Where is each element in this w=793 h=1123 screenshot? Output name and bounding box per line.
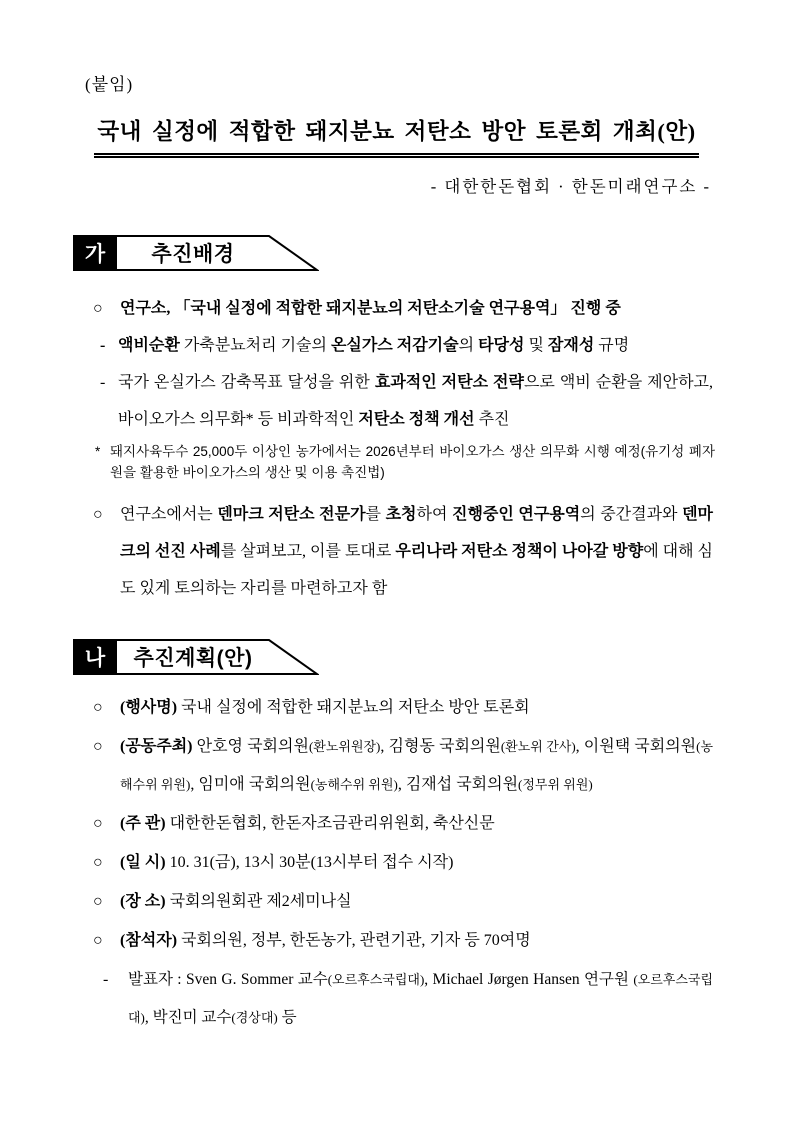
- list-item-text: 국가 온실가스 감축목표 달성을 위한 효과적인 저탄소 전략으로 액비 순환을 제안하고, 바이오가스 의무화* 등 비과학적인 저탄소 정책 개선 추진: [118, 374, 713, 428]
- list-item-text: 액비순환 가축분뇨처리 기술의 온실가스 저감기술의 타당성 및 잠재성 규명: [118, 337, 630, 354]
- title-wrap: [0, 116, 793, 158]
- attachment-label: (붙임): [85, 75, 134, 94]
- list-item-date-time: [93, 844, 713, 882]
- list-item-event-name: [93, 689, 713, 727]
- circle-bullet-marker: ○: [93, 854, 103, 871]
- list-item-text: (공동주최) 안호영 국회의원(환노위원장), 김형동 국회의원(환노위 간사), 이원택 국회의원(농해수위 위원), 임미애 국회의원(농해수위 위원), 김재섭 국회의원(정무위 위원): [120, 738, 714, 793]
- list-item-text: (일 시) 10. 31(금), 13시 30분(13시부터 접수 시작): [120, 854, 454, 871]
- dash-marker: -: [100, 374, 106, 391]
- list-subitem-presenters: [103, 961, 713, 1037]
- footnote-text: 돼지사육두수 25,000두 이상인 농가에서는 2026년부터 바이오가스 생산 의무화 시행 예정(유기성 폐자원을 활용한 바이오가스의 생산 및 이용 촉진법): [110, 444, 715, 480]
- list-item-text: (행사명) 국내 실정에 적합한 돼지분뇨의 저탄소 방안 토론회: [120, 699, 530, 716]
- list-item-co-hosts: [93, 728, 713, 804]
- circle-bullet-marker: ○: [93, 893, 103, 910]
- list-item-attendees: [93, 922, 713, 960]
- list-item-text: 발표자 : Sven G. Sommer 교수(오르후스국립대), Michael Jørgen Hansen 연구원 (오르후스국립대), 박진미 교수(경상대) 등: [128, 971, 714, 1026]
- list-item-text: 연구소, 「국내 실정에 적합한 돼지분뇨의 저탄소기술 연구용역」 진행 중: [120, 300, 621, 317]
- dash-marker: -: [103, 971, 109, 988]
- list-item-organizers: [93, 805, 713, 843]
- section-a-heading: 추진배경: [151, 243, 235, 266]
- list-item-text: (장 소) 국회의원회관 제2세미나실: [120, 893, 352, 910]
- circle-bullet-marker: ○: [93, 506, 103, 523]
- list-item: [93, 496, 713, 607]
- list-item-venue: [93, 883, 713, 921]
- circle-bullet-marker: ○: [93, 300, 103, 317]
- footnote: [95, 441, 715, 483]
- list-item-text: (주 관) 대한한돈협회, 한돈자조금관리위원회, 축산신문: [120, 815, 495, 832]
- page-title: 국내 실정에 적합한 돼지분뇨 저탄소 방안 토론회 개최(안): [94, 116, 698, 158]
- circle-bullet-marker: ○: [93, 738, 103, 755]
- asterisk-marker: *: [95, 444, 101, 459]
- list-item-text: (참석자) 국회의원, 정부, 한돈농가, 관련기관, 기자 등 70여명: [120, 932, 531, 949]
- byline: - 대한한돈협회 · 한돈미래연구소 -: [430, 177, 711, 196]
- section-b-header: [73, 639, 319, 675]
- section-a-body: [0, 290, 793, 607]
- list-item-text: 연구소에서는 덴마크 저탄소 전문가를 초청하여 진행중인 연구용역의 중간결과와 덴마크의 선진 사례를 살펴보고, 이를 토대로 우리나라 저탄소 정책이 나아갈 방향에 대해 심도 있게 토의하는 자리를 마련하고자 함: [120, 506, 714, 597]
- list-subitem: [100, 327, 713, 364]
- section-a-tab-badge: 가: [73, 235, 117, 271]
- circle-bullet-marker: ○: [93, 815, 103, 832]
- dash-marker: -: [100, 337, 106, 354]
- section-b-heading: 추진계획(안): [133, 647, 253, 670]
- section-a-header: [73, 235, 319, 271]
- circle-bullet-marker: ○: [93, 932, 103, 949]
- section-b-tab-badge: 나: [73, 639, 117, 675]
- circle-bullet-marker: ○: [93, 699, 103, 716]
- list-item: [93, 290, 713, 327]
- list-subitem: [100, 364, 713, 438]
- section-b-body: [0, 689, 793, 1037]
